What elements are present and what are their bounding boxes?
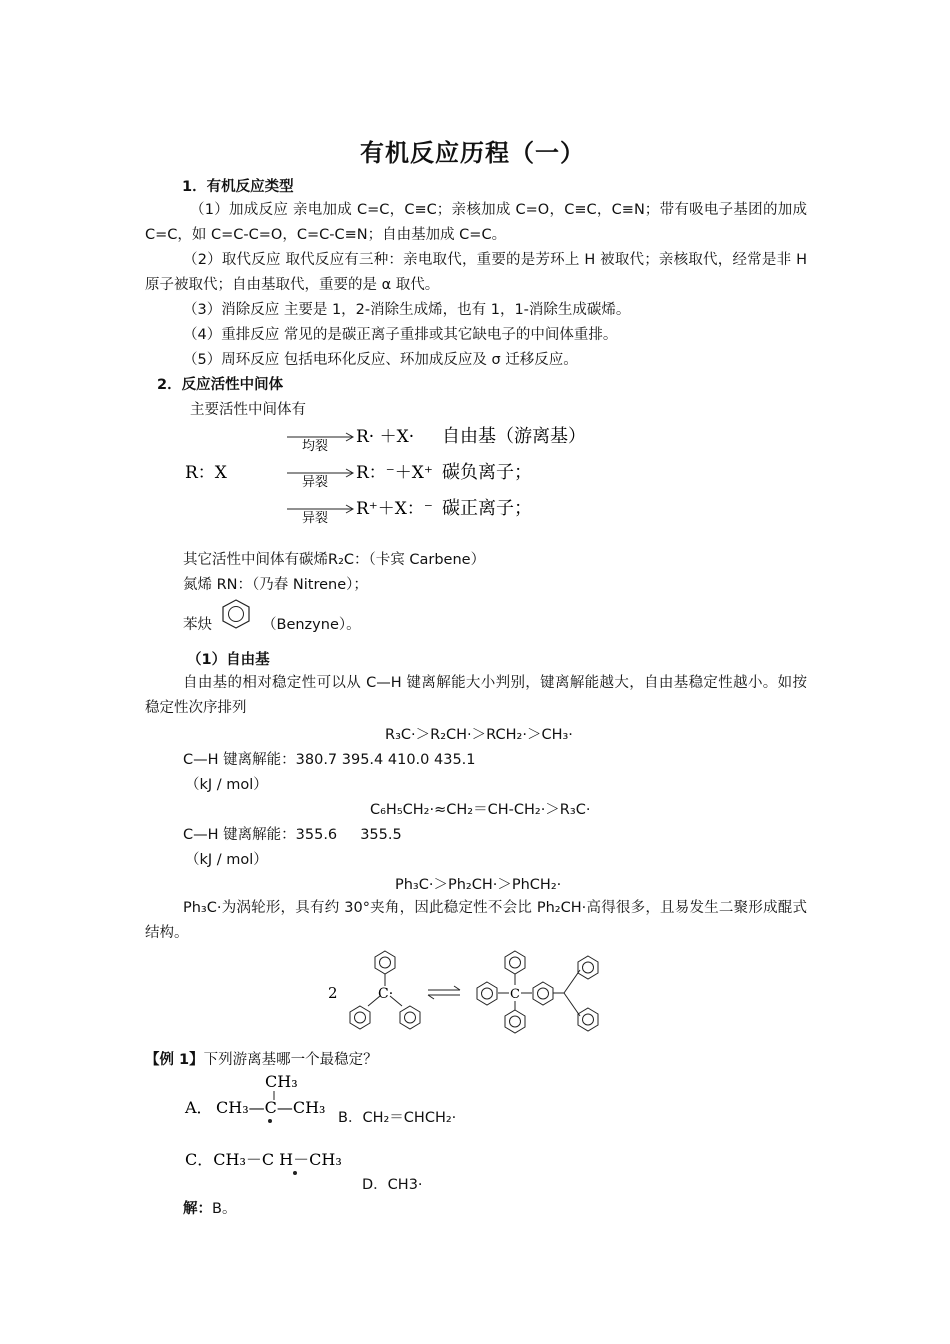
carbene-prefix: 其它活性中间体有碳烯 xyxy=(183,552,328,568)
radicals-energy2: C—H 键离解能：355.6 355.5 xyxy=(183,827,402,843)
radicals-unit2: （kJ / mol） xyxy=(185,852,268,868)
radicals-order1: R₃C·＞R₂CH·＞RCH₂·＞CH₃· xyxy=(385,727,573,743)
option-c-structure xyxy=(183,1140,373,1176)
option-a-label: A． xyxy=(185,1098,213,1117)
radicals-unit1: （kJ / mol） xyxy=(185,777,268,793)
section1-heading: 1．有机反应类型 xyxy=(182,179,294,195)
benzyne-prefix: 苯炔 xyxy=(183,617,212,633)
arrow-3-label: 异裂 xyxy=(302,511,329,526)
option-d: D．CH3· xyxy=(362,1177,423,1193)
answer-value: B。 xyxy=(212,1201,237,1217)
radicals-order3: Ph₃C·＞Ph₂CH·＞PhCH₂· xyxy=(395,877,562,893)
carbene-name: （卡宾 Carbene） xyxy=(368,552,486,568)
example-question-line xyxy=(145,1048,378,1069)
dimer-central-atom: C xyxy=(510,987,520,1002)
option-a-top: CH₃ xyxy=(265,1072,298,1091)
section1-item-4: （4）重排反应 常见的是碳正离子重排或其它缺电子的中间体重排。 xyxy=(183,327,618,343)
radicals-text2: Ph₃C·为涡轮形，具有约 30°夹角，因此稳定性不会比 Ph₂CH·高得很多，且易发生二聚形成醌式结构。 xyxy=(145,900,807,941)
example-label: 【例 1】 xyxy=(145,1052,204,1068)
answer-line xyxy=(183,1197,236,1218)
nitrene-line: 氮烯 RN：（乃春 Nitrene）； xyxy=(183,577,368,593)
benzyne-name: （Benzyne）。 xyxy=(262,617,361,633)
intermediates-scheme xyxy=(180,420,600,530)
radicals-order2: C₆H₅CH₂·≈CH₂＝CH-CH₂·＞R₃C· xyxy=(370,802,591,818)
carbene-line xyxy=(183,548,485,569)
arrow-2-label: 异裂 xyxy=(302,475,329,490)
section1-item-5: （5）周环反应 包括电环化反应、环加成反应及 σ 迁移反应。 xyxy=(183,352,578,368)
option-b: B．CH₂＝CHCH₂· xyxy=(338,1110,457,1126)
desc-2: 碳负离子； xyxy=(442,462,532,483)
product-3: R⁺＋X：⁻ xyxy=(356,499,433,519)
option-a-structure xyxy=(183,1068,333,1124)
option-a-main: CH₃—C—CH₃ xyxy=(216,1098,326,1117)
dimer-radical-atom: C· xyxy=(378,986,394,1002)
section1-item-2: （2）取代反应 取代反应有三种：亲电取代，重要的是芳环上 H 被取代；亲核取代，经常是非 H 原子被取代；自由基取代，重要的是 α 取代。 xyxy=(145,252,807,293)
radicals-text1: 自由基的相对稳定性可以从 C—H 键离解能大小判别，键离解能越大，自由基稳定性越小。如按稳定性次序排列 xyxy=(145,675,807,716)
page-title: 有机反应历程（一） xyxy=(360,139,585,167)
example-question: 下列游离基哪一个最稳定？ xyxy=(203,1052,378,1068)
answer-label: 解： xyxy=(183,1201,212,1217)
product-1: R· ＋X· xyxy=(356,427,415,447)
arrow-1-label: 均裂 xyxy=(302,439,329,454)
dimer-scheme xyxy=(320,948,630,1040)
product-2: R：⁻＋X⁺ xyxy=(356,463,433,483)
section1-item-1: （1）加成反应 亲电加成 C=C，C≡C；亲核加成 C=O，C≡C，C≡N；带有吸电子基团的加成 C=C，如 C=C-C=O，C=C-C≡N；自由基加成 C=C。 xyxy=(145,202,807,243)
option-c: C．CH₃－C H－CH₃ xyxy=(185,1150,342,1169)
radicals-energy1: C—H 键离解能：380.7 395.4 410.0 435.1 xyxy=(183,752,476,768)
section2-heading: 2．反应活性中间体 xyxy=(157,377,284,393)
benzyne-structure xyxy=(218,597,254,631)
desc-1: 自由基（游离基） xyxy=(442,426,586,447)
scheme-reactant: R：X xyxy=(185,463,227,483)
desc-3: 碳正离子； xyxy=(442,498,532,519)
section2-intro: 主要活性中间体有 xyxy=(190,402,306,418)
carbene-formula: R₂C： xyxy=(328,552,369,568)
section1-item-3: （3）消除反应 主要是 1，2-消除生成烯，也有 1，1-消除生成碳烯。 xyxy=(183,302,631,318)
dimer-coefficient: 2 xyxy=(328,984,338,1002)
radicals-heading: （1）自由基 xyxy=(187,652,270,668)
